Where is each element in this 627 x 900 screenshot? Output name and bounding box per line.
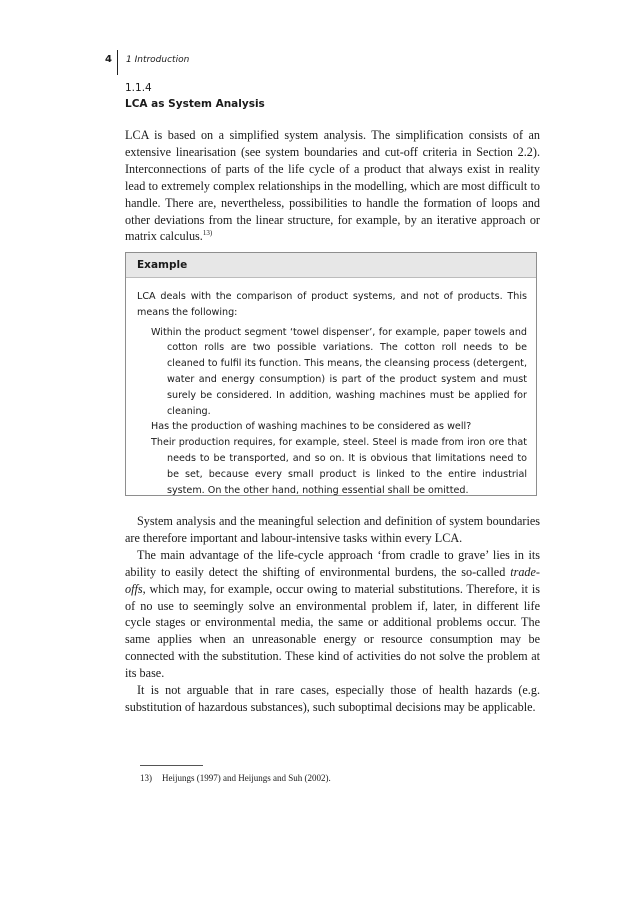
section-number: 1.1.4 <box>125 82 152 94</box>
body-text-segment: The main advantage of the life-cycle approach ‘from cradle to grave’ lies in its ability to easily detect the shifting of environmental burdens, the so-called <box>125 547 540 579</box>
example-box-title: Example <box>126 253 536 278</box>
example-item: Their production requires, for example, steel. Steel is made from iron ore that needs to be transported, and so on. It is obvious that limitations need to be set, because every small product is linked to the entire industrial system. On the other hand, nothing essential shall be omitted. <box>151 437 527 496</box>
intro-text: LCA is based on a simplified system analysis. The simplification consists of an extensive linearisation (see system boundaries and cut-off criteria in Section 2.2). Interconnections of parts of the life cycle of a product that always exist in reality lead to extremely complex relationships in the modelling, which are most difficult to handle. There are, nevertheless, possibilities to handle the formation of loops and other deviations from the linear structure, for example, by an iterative approach or matrix calculus. <box>125 128 540 244</box>
running-head: 1 Introduction <box>126 55 190 65</box>
footnote-reference[interactable]: 13) <box>202 229 213 238</box>
footnote-divider <box>140 765 203 766</box>
body-text <box>125 513 540 716</box>
example-box <box>125 252 537 496</box>
section-title: LCA as System Analysis <box>125 98 265 110</box>
body-paragraph: System analysis and the meaningful selection and definition of system boundaries are therefore important and labour-intensive tasks within every LCA. <box>125 514 540 545</box>
intro-paragraph <box>125 127 540 245</box>
footnote-mark: 13) <box>140 773 152 783</box>
italic-term: trade-offs <box>125 564 540 596</box>
example-item: Within the product segment ‘towel dispenser’, for example, paper towels and cotton rolls are two possible variations. The cotton roll needs to be cleaned to fulfil its function. This means, the cleansing process (detergent, water and energy consumption) is part of the product system and must surely be considered. In addition, washing machines must be applied for cleaning. <box>151 326 527 417</box>
footnote <box>140 773 331 783</box>
body-paragraph <box>125 547 540 682</box>
page-header <box>0 50 627 76</box>
header-divider <box>117 50 118 75</box>
body-text-segment: , which may, for example, occur owing to material substitutions. Therefore, it is of no use to seemingly solve an environmental problem if, later, in different life cycle stages or environmental media, the same or additional problems occur. The same applies when an unreasonable energy or resource consumption may be connected with the substitution. These kind of activities do not solve the problem at its base. <box>125 581 540 681</box>
footnote-text: Heijungs (1997) and Heijungs and Suh (2002). <box>162 773 331 783</box>
example-lead: LCA deals with the comparison of product systems, and not of products. This means the following: <box>137 291 527 318</box>
example-box-body <box>126 278 536 498</box>
page-number: 4 <box>105 54 112 65</box>
example-item: Has the production of washing machines to be considered as well? <box>151 421 472 433</box>
body-paragraph: It is not arguable that in rare cases, especially those of health hazards (e.g. substitution of hazardous substances), such suboptimal decisions may be applicable. <box>125 683 540 714</box>
